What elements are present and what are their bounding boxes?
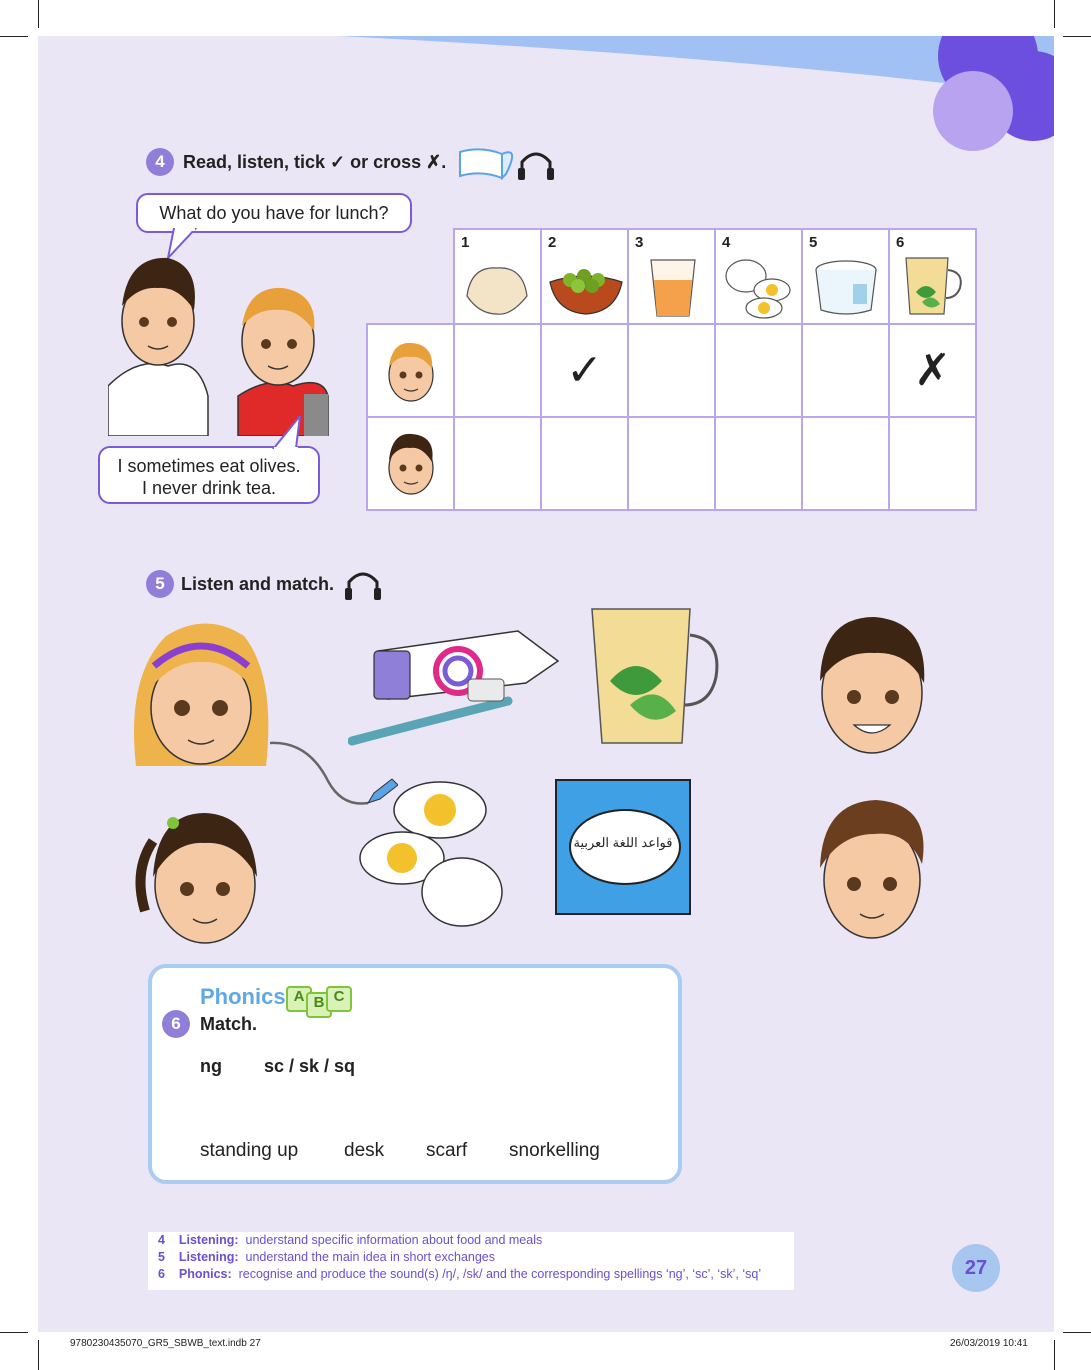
- yoghurt-pot-icon: [811, 256, 881, 320]
- note-4: 4 Listening: understand specific information about food and meals: [158, 1233, 543, 1247]
- crop-mark: [0, 36, 28, 37]
- dark-haired-boy-face: [367, 417, 454, 510]
- header-row: [367, 229, 976, 324]
- toothbrush-and-toothpaste: [348, 621, 568, 751]
- mark-cell[interactable]: ✗: [889, 324, 976, 417]
- exercise-5-instruction: Listen and match.: [181, 574, 335, 594]
- row-blond-boy: [367, 324, 976, 417]
- footer-file-info: 9780230435070_GR5_SBWB_text.indb 27: [70, 1338, 261, 1349]
- question-text: What do you have for lunch?: [159, 203, 389, 223]
- abc-badge-a: A: [286, 986, 312, 1012]
- page-number: 27: [952, 1244, 1000, 1292]
- mint-tea-icon: [900, 252, 968, 320]
- word-desk: desk: [344, 1140, 385, 1161]
- speech-bubble-question: [136, 193, 412, 233]
- mark-cell[interactable]: [454, 324, 541, 417]
- dark-haired-girl-face: [133, 801, 273, 951]
- mark-cell[interactable]: [889, 417, 976, 510]
- exercise-4-number: 4: [146, 148, 174, 176]
- mark-cell[interactable]: ✓: [541, 324, 628, 417]
- brown-haired-boy-face: [810, 794, 940, 944]
- column-3-juice: 3: [628, 229, 715, 324]
- sound-ng: ng: [200, 1056, 222, 1076]
- book-and-headphones-icon: [456, 146, 556, 182]
- footer-timestamp: 26/03/2019 10:41: [950, 1338, 1028, 1349]
- column-4-eggs: 4: [715, 229, 802, 324]
- boiled-eggs: [358, 776, 528, 931]
- mark-cell[interactable]: [802, 417, 889, 510]
- pitta-bread-icon: [461, 256, 535, 320]
- tick-cross-grid: [366, 228, 977, 511]
- crop-mark: [1063, 1332, 1091, 1333]
- blonde-girl-face: [126, 616, 276, 776]
- header-decoration: [38, 36, 1054, 156]
- exercise-5-number: 5: [146, 570, 174, 598]
- phonics-title: Phonics: [200, 984, 286, 1009]
- dark-haired-boy-smiling: [808, 611, 938, 761]
- column-5-yoghurt: 5: [802, 229, 889, 324]
- column-1-pitta-bread: 1: [454, 229, 541, 324]
- crop-mark: [1063, 36, 1091, 37]
- boiled-eggs-icon: [720, 256, 798, 320]
- workbook-page: [38, 36, 1054, 1332]
- mark-cell[interactable]: [715, 417, 802, 510]
- bubble-tail: [270, 416, 310, 450]
- mint-tea-glass: [586, 601, 726, 751]
- headphones-icon: [343, 566, 383, 602]
- blond-boy-face: [367, 324, 454, 417]
- note-5: 5 Listening: understand the main idea in short exchanges: [158, 1250, 496, 1264]
- column-2-olives: 2: [541, 229, 628, 324]
- mark-cell[interactable]: [628, 417, 715, 510]
- olives-bowl-icon: [546, 256, 624, 320]
- orange-juice-icon: [645, 256, 701, 320]
- book-title: قواعد اللغة العربية: [573, 835, 673, 850]
- exercise-4-instruction: Read, listen, tick ✓ or cross ✗.: [183, 152, 447, 172]
- crop-mark: [38, 0, 39, 28]
- mark-cell[interactable]: [541, 417, 628, 510]
- crop-mark: [0, 1332, 28, 1333]
- blond-boy-face-icon: [382, 337, 440, 405]
- crop-mark: [1054, 1340, 1055, 1370]
- mark-cell[interactable]: [454, 417, 541, 510]
- answer-line-1: I sometimes eat olives.: [117, 456, 301, 476]
- word-standing-up: standing up: [200, 1140, 299, 1161]
- dark-haired-boy-face-icon: [382, 430, 440, 498]
- sound-sc-sk-sq: sc / sk / sq: [264, 1056, 356, 1076]
- speech-bubble-answer: [98, 446, 320, 504]
- answer-line-2: I never drink tea.: [141, 478, 277, 498]
- note-6: 6 Phonics: recognise and produce the sound(s) /ŋ/, /sk/ and the corresponding spellings ‘ng’, ‘sc’, ‘sk’, ‘sq’: [158, 1267, 762, 1281]
- word-snorkelling: snorkelling: [509, 1140, 600, 1161]
- arabic-grammar-book: [555, 779, 691, 915]
- mark-cell[interactable]: [715, 324, 802, 417]
- mark-cell[interactable]: [628, 324, 715, 417]
- row-dark-haired-boy: [367, 417, 976, 510]
- column-6-mint-tea: 6: [889, 229, 976, 324]
- exercise-6-number: 6: [162, 1010, 190, 1038]
- exercise-6-instruction: Match.: [200, 1014, 258, 1034]
- word-scarf: scarf: [426, 1140, 468, 1161]
- crop-mark: [38, 1340, 39, 1370]
- abc-badge-b: B: [306, 992, 332, 1018]
- two-boys-illustration: [108, 246, 338, 436]
- empty-corner: [367, 229, 454, 324]
- teacher-notes: [148, 1232, 794, 1290]
- phonics-box: [148, 964, 682, 1184]
- abc-badge-c: C: [326, 986, 352, 1012]
- crop-mark: [1054, 0, 1055, 28]
- mark-cell[interactable]: [802, 324, 889, 417]
